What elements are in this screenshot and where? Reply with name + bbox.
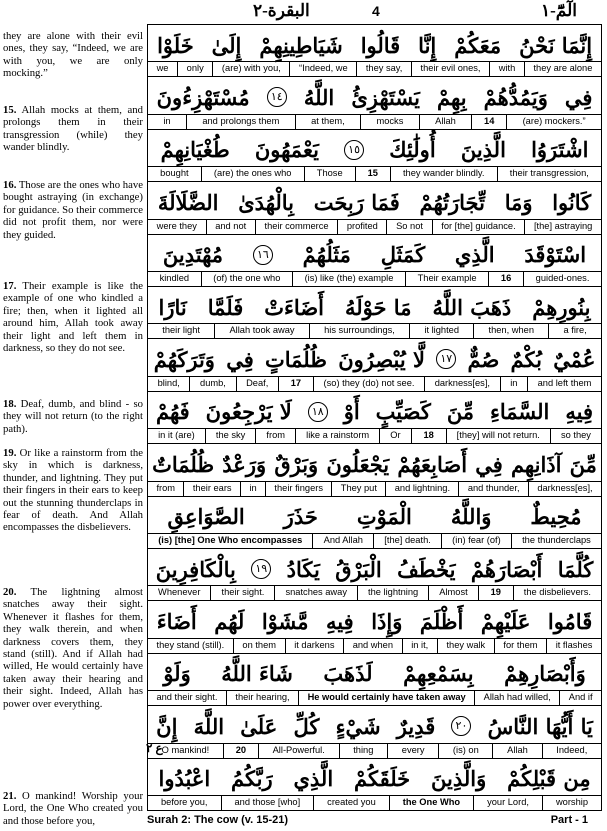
arabic-word: عُمْيٌ	[553, 346, 596, 372]
gloss-cell: their transgression,	[497, 167, 601, 181]
gloss-cell: and prolongs them	[186, 115, 295, 129]
gloss-cell: in	[163, 115, 171, 126]
gloss-cell: were they	[156, 220, 197, 231]
arabic-word: مُحِيطٌ	[530, 504, 582, 530]
page-footer	[147, 811, 602, 831]
arabic-line	[148, 25, 601, 65]
arabic-word: وَمَا	[504, 189, 533, 215]
verse-row	[147, 600, 602, 653]
arabic-word: مُسْتَهْزِءُونَ	[156, 84, 250, 110]
arabic-word: بِهِمْ	[437, 84, 467, 110]
verse-number-marker: ١٥	[344, 140, 364, 160]
gloss-cell: like a rainstorm	[295, 429, 379, 443]
translation-para-14: they are alone with their evil ones, they say, “Indeed, we are with you, we are only mocking.”	[3, 30, 143, 80]
gloss-cell: Almost	[428, 586, 478, 600]
arabic-word: فَهُمْ	[156, 399, 190, 425]
gloss-cell: the sky	[205, 429, 256, 443]
verse-row	[147, 443, 602, 496]
arabic-word: مَثَلُهُمْ	[302, 242, 351, 268]
gloss-cell: from	[255, 429, 295, 443]
arabic-word: أَصَابِعَهُمْ	[397, 451, 468, 477]
gloss-cell: (of) the one who	[201, 272, 292, 286]
gloss-cell: their hearing,	[226, 691, 298, 705]
gloss-cell: so they	[550, 429, 601, 443]
english-gloss-line	[148, 61, 601, 76]
arabic-word: إِلَىٰ	[211, 32, 242, 58]
arabic-word: فَلَمَّا	[207, 294, 244, 320]
gloss-cell: dumb,	[189, 377, 235, 391]
gloss-cell: [the] death.	[373, 534, 441, 548]
arabic-line	[148, 497, 601, 537]
verse-row	[147, 496, 602, 549]
english-gloss-line	[148, 166, 601, 181]
gloss-cell: Allah had willed,	[474, 691, 559, 705]
gloss-cell: for [the] guidance.	[432, 220, 525, 234]
gloss-cell: their light	[162, 325, 200, 336]
gloss-cell: They put	[331, 482, 385, 496]
gloss-cell: O mankind!	[161, 744, 210, 755]
verse-row	[147, 286, 602, 339]
verse-number-gloss: 19	[478, 586, 513, 600]
translation-para-15: 15. Allah mocks at them, and prolongs them in their transgression (while) they wander blindly.	[3, 104, 143, 154]
ruku-mark: ع ٢	[146, 741, 163, 755]
arabic-word: أَبْصَارَهُمْ	[470, 556, 543, 582]
gloss-cell: their commerce	[255, 220, 337, 234]
footer-part-label: Part - 1	[550, 814, 588, 826]
arabic-word: اللَّهَ	[193, 713, 225, 739]
gloss-cell: for them	[494, 639, 546, 653]
footer-surah-label: Surah 2: The cow (v. 15-21)	[147, 814, 289, 826]
english-gloss-line	[148, 743, 601, 758]
gloss-cell: from	[156, 482, 176, 493]
gloss-cell: only	[177, 62, 212, 76]
gloss-cell: the lightning	[357, 586, 428, 600]
gloss-cell: (is) [the] One Who encompasses	[158, 534, 303, 545]
arabic-word: عَلَيْهِمْ	[480, 608, 531, 634]
gloss-cell: And Allah	[312, 534, 373, 548]
gloss-cell: in it (are)	[158, 430, 195, 441]
gloss-cell: at them,	[295, 115, 360, 129]
gloss-cell: then, when	[473, 324, 548, 338]
gloss-cell: Their example	[405, 272, 488, 286]
gloss-cell: it flashes	[546, 639, 601, 653]
arabic-word: آذَانِهِم	[510, 451, 562, 477]
gloss-cell: and left them	[527, 377, 601, 391]
arabic-word: يَخْطَفُ	[397, 556, 456, 582]
verse-number-marker: ١٧	[436, 349, 456, 369]
gloss-cell: the disbelievers.	[513, 586, 601, 600]
gloss-cell: a fire,	[548, 324, 601, 338]
gloss-cell: and when	[343, 639, 402, 653]
gloss-cell: (are) with you,	[212, 62, 289, 76]
gloss-cell: the One Who	[389, 796, 473, 810]
arabic-word: أَوْ	[343, 399, 360, 425]
english-gloss-line	[148, 428, 601, 443]
verse-number-marker: ١٦	[253, 245, 273, 265]
gloss-cell: Allah took away	[214, 324, 309, 338]
gloss-cell: it darkens	[285, 639, 344, 653]
gloss-cell: and thunder,	[458, 482, 527, 496]
arabic-word: يَكَادُ	[286, 556, 320, 582]
arabic-word: كُلِّ	[293, 713, 320, 739]
arabic-word: الصَّوَاعِقِ	[167, 504, 245, 530]
verse-number-gloss: 15	[355, 167, 390, 181]
arabic-line	[148, 235, 601, 275]
arabic-word: لَهُم	[214, 608, 245, 634]
english-gloss-line	[148, 219, 601, 234]
verse-number-marker: ١٩	[251, 559, 271, 579]
arabic-line	[148, 339, 601, 379]
arabic-line	[148, 444, 601, 484]
arabic-line	[148, 77, 601, 117]
verse-row	[147, 653, 602, 706]
gloss-cell: and not	[206, 220, 255, 234]
arabic-word: فِي	[226, 346, 254, 372]
verse-row	[147, 181, 602, 234]
arabic-word: كُلَّمَا	[557, 556, 594, 582]
gloss-cell: in	[240, 482, 265, 496]
gloss-cell: they wander blindly.	[390, 167, 497, 181]
translation-para-18: 18. Deaf, dumb, and blind - so they will not return (to the right path).	[3, 398, 144, 435]
arabic-word: شَيَاطِينِهِمْ	[259, 32, 343, 58]
arabic-word: أَظْلَمَ	[419, 608, 464, 634]
translation-para-21: 21. O mankind! Worship your Lord, the One Who created you and those before you,	[3, 790, 143, 827]
gloss-cell: mocks	[360, 115, 419, 129]
arabic-line	[148, 182, 601, 222]
gloss-cell: “Indeed, we	[289, 62, 356, 76]
arabic-word: اشْتَرَوُا	[531, 137, 589, 163]
arabic-word: مِن قَبْلِكُمْ	[507, 766, 591, 792]
arabic-word: لَّا يُبْصِرُونَ	[338, 346, 426, 372]
arabic-word: مِّنَ	[446, 399, 475, 425]
arabic-word: خَلَوْا	[157, 32, 194, 58]
gloss-cell: [the] astraying	[524, 220, 601, 234]
english-gloss-line	[148, 376, 601, 391]
arabic-word: اللَّهُ	[303, 84, 335, 110]
gloss-cell: and those [who]	[221, 796, 314, 810]
arabic-word: بِنُورِهِمْ	[532, 294, 591, 320]
gloss-cell: the thunderclaps	[511, 534, 601, 548]
arabic-word: وَرَعْدٌ	[222, 451, 267, 477]
arabic-word: شَاءَ اللَّهُ	[221, 661, 293, 687]
arabic-word: وَإِذَا	[371, 608, 403, 634]
arabic-line	[148, 130, 601, 170]
gloss-cell: created you	[313, 796, 389, 810]
gloss-cell: blind,	[157, 377, 180, 388]
gloss-cell: and their sight.	[156, 692, 218, 703]
arabic-word: حَذَرَ	[283, 504, 318, 530]
arabic-word: مَا حَوْلَهُ	[345, 294, 412, 320]
verse-number-gloss: 17	[278, 377, 313, 391]
arabic-word: وَتَرَكَهُمْ	[153, 346, 215, 372]
arabic-line	[148, 706, 601, 746]
arabic-word: تِّجَارَتُهُمْ	[419, 189, 485, 215]
gloss-cell: your Lord,	[473, 796, 542, 810]
arabic-line	[148, 549, 601, 589]
arabic-word: قَامُوا	[547, 608, 593, 634]
gloss-cell: Or	[379, 429, 410, 443]
verse-row	[147, 24, 602, 77]
arabic-word: يَعْمَهُونَ	[254, 137, 319, 163]
gloss-cell: they are alone	[524, 62, 601, 76]
gloss-cell: in	[500, 377, 527, 391]
juz-name-right: الٓمّٓ-١	[541, 1, 578, 20]
arabic-word: مَعَكُمْ	[454, 32, 502, 58]
gloss-cell: his surroundings,	[309, 324, 409, 338]
arabic-word: بِسَمْعِهِمْ	[403, 661, 474, 687]
translation-para-17: 17. Their example is like the example of one who kindled a fire; then, when it lighted all around him, Allah took away their light and left them in darkness, so they do not see.	[3, 280, 143, 355]
arabic-word: كَمَثَلِ	[380, 242, 426, 268]
arabic-word: نَارًا	[158, 294, 187, 320]
gloss-cell: Whenever	[158, 587, 201, 598]
english-gloss-line	[148, 795, 601, 810]
gloss-cell: Deaf,	[236, 377, 278, 391]
gloss-cell: Allah	[419, 115, 471, 129]
arabic-word: وَاللَّهُ	[450, 504, 492, 530]
arabic-word: كَانُوا	[552, 189, 592, 215]
arabic-word: مُهْتَدِينَ	[162, 242, 224, 268]
gloss-cell: [they] will not return.	[446, 429, 550, 443]
english-gloss-line	[148, 323, 601, 338]
arabic-word: طُغْيَانِهِمْ	[160, 137, 230, 163]
english-gloss-line	[148, 585, 601, 600]
english-gloss-line	[148, 690, 601, 705]
verse-row	[147, 76, 602, 129]
verse-row	[147, 548, 602, 601]
arabic-word: إِنَّا	[418, 32, 437, 58]
arabic-word: مَّشَوْا	[261, 608, 309, 634]
verse-row	[147, 234, 602, 287]
arabic-word: الَّذِي	[454, 242, 495, 268]
arabic-word: وَيَمُدُّهُمْ	[483, 84, 548, 110]
arabic-word: ظُلُمَاتٌ	[152, 451, 215, 477]
arabic-word: وَبَرْقٌ	[274, 451, 319, 477]
arabic-line	[148, 392, 601, 432]
gloss-cell: kindled	[159, 272, 190, 283]
translation-para-19: 19. Or like a rainstorm from the sky in which is darkness, thunder, and lightning. They put their fingers in their ears to keep out the stunning thunderclaps in fear of death. And Allah encompasses the disbelievers.	[3, 447, 144, 534]
gloss-cell: their ears	[183, 482, 240, 496]
arabic-word: الَّذِينَ	[460, 137, 506, 163]
gloss-cell: it lighted	[409, 324, 473, 338]
gloss-cell: worship	[542, 796, 601, 810]
verse-number-gloss: 14	[471, 115, 506, 129]
arabic-word: شَيْءٍ	[335, 713, 381, 739]
gloss-cell: their fingers	[265, 482, 331, 496]
arabic-word: يَا أَيُّهَا النَّاسُ	[487, 713, 593, 739]
arabic-word: الضَّلَالَةَ	[157, 189, 219, 215]
arabic-word: إِنَّمَا نَحْنُ	[519, 32, 593, 58]
translation-para-16: 16. Those are the ones who have bought astraying (in exchange) for guidance. So their commerce did not profit them, nor were they guided.	[3, 179, 143, 241]
arabic-word: الْبَرْقُ	[335, 556, 382, 582]
verse-row	[147, 705, 602, 758]
surah-name-left: البقرة-٢	[253, 1, 310, 20]
arabic-word: عَلَىٰ	[240, 713, 278, 739]
gloss-cell: (is) on	[438, 744, 492, 758]
arabic-word: السَّمَاءِ	[490, 399, 550, 425]
arabic-word: وَأَبْصَارِهِمْ	[504, 661, 586, 687]
arabic-word: أُولَٰئِكَ	[389, 137, 436, 163]
english-gloss-line	[148, 481, 601, 496]
arabic-word: فِيهِ	[326, 608, 354, 634]
gloss-cell: their sight.	[210, 586, 274, 600]
gloss-cell: thing	[339, 744, 388, 758]
gloss-cell: And if	[559, 691, 601, 705]
gloss-cell: bought	[160, 168, 189, 179]
verse-number-marker: ١٨	[308, 402, 328, 422]
arabic-line	[148, 601, 601, 641]
arabic-word: الَّذِي	[293, 766, 334, 792]
arabic-word: اعْبُدُوا	[158, 766, 211, 792]
gloss-cell: snatches away	[274, 586, 357, 600]
gloss-cell: (are) the ones who	[201, 167, 304, 181]
arabic-word: فَمَا رَبِحَت	[313, 189, 400, 215]
arabic-word: يَسْتَهْزِئُ	[351, 84, 420, 110]
arabic-word: قَدِيرٌ	[396, 713, 436, 739]
arabic-word: يَجْعَلُونَ	[326, 451, 390, 477]
verse-number-gloss: 18	[411, 429, 446, 443]
gloss-cell: (so) they (do) not see.	[313, 377, 424, 391]
gloss-cell: they walk	[437, 639, 494, 653]
arabic-word: قَالُوا	[360, 32, 401, 58]
gloss-cell: (are) mockers.”	[506, 115, 601, 129]
gloss-cell: (in) fear (of)	[441, 534, 511, 548]
verse-number-gloss: 20	[223, 744, 258, 758]
gloss-cell: with	[489, 62, 524, 76]
gloss-cell: He would certainly have taken away	[298, 691, 474, 705]
arabic-word: مِّنَ	[569, 451, 597, 477]
gloss-cell: So not	[386, 220, 431, 234]
gloss-cell: before you,	[160, 796, 208, 807]
gloss-cell: darkness[es],	[424, 377, 500, 391]
arabic-word: بِالْهُدَىٰ	[238, 189, 295, 215]
arabic-word: أَضَاءَتْ	[264, 294, 324, 320]
arabic-word: اسْتَوْقَدَ	[524, 242, 587, 268]
arabic-line	[148, 287, 601, 327]
translation-para-20: 20. The lightning almost snatches away their sight. Whenever it flashes for them, they walk therein, and when darkness covers them, they stand (still). And if Allah had willed, He would certainly have taken away their hearing and their sight. Indeed, Allah has power over everything.	[3, 586, 143, 710]
interlinear-grid	[147, 24, 602, 810]
arabic-word: أَضَاءَ	[156, 608, 197, 634]
arabic-word: فِي	[564, 84, 593, 110]
arabic-line	[148, 654, 601, 694]
arabic-word: ظُلُمَاتٍ	[264, 346, 327, 372]
arabic-word: رَبَّكُمُ	[231, 766, 273, 792]
gloss-cell: in it,	[402, 639, 437, 653]
gloss-cell: All-Powerful.	[258, 744, 339, 758]
verse-number-gloss: 16	[488, 272, 523, 286]
arabic-word: الْمَوْتِ	[356, 504, 412, 530]
english-gloss-line	[148, 114, 601, 129]
arabic-line	[148, 759, 601, 799]
gloss-cell: darkness[es],	[528, 482, 601, 496]
gloss-cell: we	[156, 63, 169, 74]
verse-row	[147, 129, 602, 182]
arabic-word: صُمٌّ	[467, 346, 500, 372]
gloss-cell: Those	[304, 167, 355, 181]
arabic-word: إِنَّ	[156, 713, 178, 739]
verse-number-marker: ١٤	[267, 87, 287, 107]
english-gloss-line	[148, 638, 601, 653]
arabic-word: فِيهِ	[565, 399, 594, 425]
gloss-cell: profited	[337, 220, 386, 234]
verse-number-marker: ٢٠	[451, 716, 471, 736]
arabic-word: وَلَوْ	[163, 661, 191, 687]
arabic-word: لَذَهَبَ	[323, 661, 373, 687]
gloss-cell: Indeed,	[542, 744, 601, 758]
page-number: 4	[372, 3, 380, 19]
gloss-cell: they stand (still).	[156, 639, 225, 650]
verse-row	[147, 391, 602, 444]
arabic-word: خَلَقَكُمْ	[354, 766, 411, 792]
english-gloss-line	[148, 271, 601, 286]
arabic-word: بُكْمٌ	[510, 346, 542, 372]
gloss-cell: every	[387, 744, 438, 758]
gloss-cell: they say,	[356, 62, 411, 76]
arabic-word: وَالَّذِينَ	[431, 766, 487, 792]
gloss-cell: (is) like (the) example	[292, 272, 405, 286]
arabic-word: ذَهَبَ اللَّهُ	[432, 294, 512, 320]
arabic-word: لَا يَرْجِعُونَ	[205, 399, 292, 425]
page-header	[0, 0, 607, 26]
arabic-word: بِالْكَافِرِينَ	[155, 556, 236, 582]
gloss-cell: their evil ones,	[411, 62, 489, 76]
gloss-cell: on them	[233, 639, 285, 653]
verse-row	[147, 338, 602, 391]
english-gloss-line	[148, 533, 601, 548]
arabic-word: فِي	[475, 451, 503, 477]
verse-row	[147, 758, 602, 811]
gloss-cell: Allah	[492, 744, 541, 758]
gloss-cell: and lightning.	[385, 482, 458, 496]
gloss-cell: guided-ones.	[523, 272, 601, 286]
arabic-word: كَصَيِّبٍ	[375, 399, 431, 425]
